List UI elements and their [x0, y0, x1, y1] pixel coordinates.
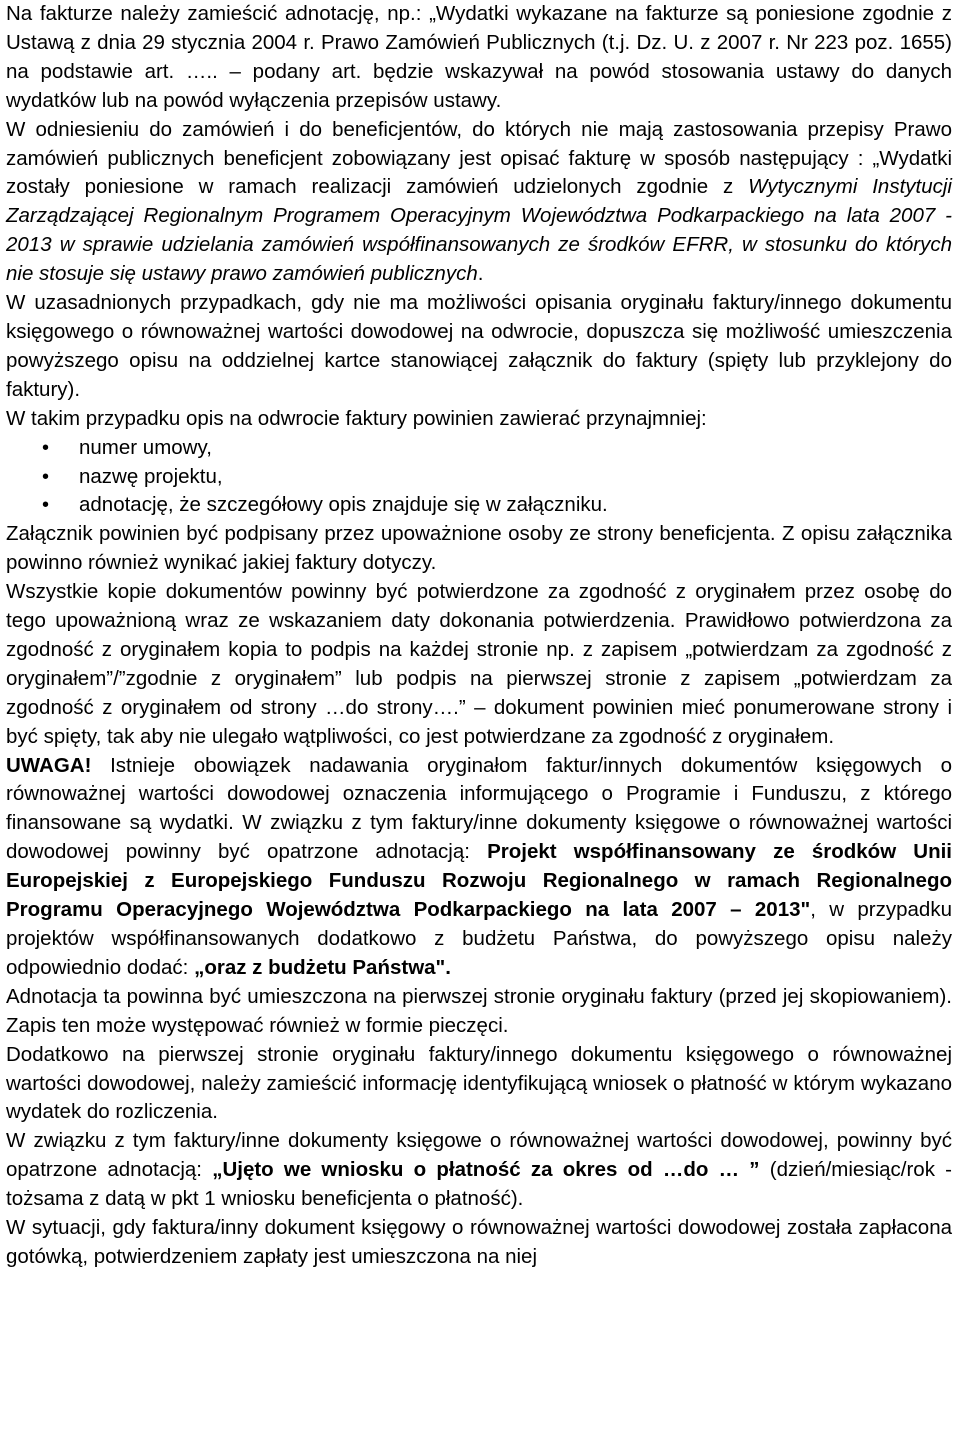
text-segment: W odniesieniu do zamówień i do beneficjentów, do których nie mają zastosowania przepisy Prawo zamówień publicznych beneficjent zobowiązany jest opisać fakturę w sposób następujący : „Wydatki zostały poniesione w ramach realizacji zamówień udzielonych zgodnie z	[6, 117, 952, 199]
project-cofinancing-annotation: Projekt współfinansowany ze środków Unii Europejskiej z Europejskiego Funduszu Rozwoju Regionalnego w ramach Regionalnego Programu Operacyjnego Województwa Podkarpackiego na lata 2007 – 2013"	[6, 840, 952, 922]
paragraph-warning-annotation	[6, 752, 952, 983]
text-segment: Istnieje obowiązek nadawania oryginałom faktur/innych dokumentów księgowych o równoważnej wartości dowodowej oznaczenia informującego o Programie i Funduszu, z którego finansowane są wydatki. W związku z tym faktury/inne dokumenty księgowe o równoważnej wartości dowodowej powinny być opatrzone adnotacją:	[6, 753, 952, 864]
paragraph-cash-payment: W sytuacji, gdy faktura/inny dokument księgowy o równoważnej wartości dowodowej została zapłacona gotówką, potwierdzeniem zapłaty jest umieszczona na niej	[6, 1216, 952, 1268]
paragraph-separate-attachment: W uzasadnionych przypadkach, gdy nie ma możliwości opisania oryginału faktury/innego dokumentu księgowego o równoważnej wartości dowodowej na odwrocie, dopuszcza się możliwość umieszczenia powyższego opisu na oddzielnej kartce stanowiącej załącznik do faktury (spięty lub przyklejony do faktury).	[6, 291, 952, 401]
paragraph-payment-request-info: Dodatkowo na pierwszej stronie oryginału faktury/innego dokumentu księgowego o równoważnej wartości dowodowej, należy zamieścić informację identyfikującą wniosek o płatność w którym wykazano wydatek do rozliczenia.	[6, 1042, 952, 1124]
text-segment: .	[477, 262, 484, 286]
text-segment: , w przypadku projektów współfinansowanych dodatkowo z budżetu Państwa, do powyższego opisu należy odpowiednio dodać:	[6, 898, 952, 979]
paragraph-annotation-example: Na fakturze należy zamieścić adnotację, np.: „Wydatki wykazane na fakturze są poniesione zgodnie z Ustawą z dnia 29 stycznia 2004 r. Prawo Zamówień Publicznych (t.j. Dz. U. z 2007 r. Nr 223 poz. 1655) na podstawie art. ….. – podany art. będzie wskazywał na powód stosowania ustawy do danych wydatków lub na powód wyłączenia przepisów ustawy.	[6, 2, 952, 112]
paragraph-payment-request-annotation	[6, 1127, 952, 1214]
state-budget-annotation: „oraz z budżetu Państwa".	[194, 955, 451, 979]
list-item: • adnotację, że szczegółowy opis znajduje się w załączniku.	[6, 491, 952, 520]
paragraph-annotation-placement: Adnotacja ta powinna być umieszczona na pierwszej stronie oryginału faktury (przed jej skopiowaniem). Zapis ten może występować również w formie pieczęci.	[6, 984, 952, 1037]
paragraph-copy-certification: Wszystkie kopie dokumentów powinny być potwierdzone za zgodność z oryginałem przez osobę do tego upoważnioną wraz ze wskazaniem daty dokonania potwierdzenia. Prawidłowo potwierdzona za zgodność z oryginałem kopia to podpis na każdej stronie np. z zapisem „potwierdzam za zgodność z oryginałem”/”zgodnie z oryginałem” lub podpis na pierwszej stronie z zapisem „potwierdzam za zgodność z oryginałem od strony …do strony….” – dokument powinien mieć ponumerowane strony i być spięty, tak aby nie ulegało wątpliwości, co jest potwierdzane za zgodność z oryginałem.	[6, 580, 952, 748]
warning-label: UWAGA!	[6, 753, 92, 777]
list-item: • nazwę projektu,	[6, 463, 952, 492]
text-segment: (dzień/miesiąc/rok - tożsama z datą w pkt 1 wniosku beneficjenta o płatność).	[6, 1158, 952, 1211]
minimum-content-list	[6, 434, 952, 521]
paragraph-minimum-content-intro: W takim przypadku opis na odwrocie faktury powinien zawierać przynajmniej:	[6, 406, 707, 430]
list-item: • numer umowy,	[6, 434, 952, 463]
guidelines-reference: Wytycznymi Instytucji Zarządzającej Regionalnym Programem Operacyjnym Województwa Podkarpackiego na lata 2007 - 2013 w sprawie udzielania zamówień współfinansowanych ze środków EFRR, w stosunku do których nie stosuje się ustawy prawo zamówień publicznych	[6, 175, 952, 286]
paragraph-attachment-signature: Załącznik powinien być podpisany przez upoważnione osoby ze strony beneficjenta. Z opisu załącznika powinno również wynikać jakiej faktury dotyczy.	[6, 522, 952, 575]
paragraph-non-pzp-description	[6, 116, 952, 289]
text-segment: W związku z tym faktury/inne dokumenty księgowe o równoważnej wartości dowodowej, powinny być opatrzone adnotacją:	[6, 1129, 952, 1182]
included-in-request-annotation: „Ujęto we wniosku o płatność za okres od …do … ”	[212, 1158, 760, 1182]
